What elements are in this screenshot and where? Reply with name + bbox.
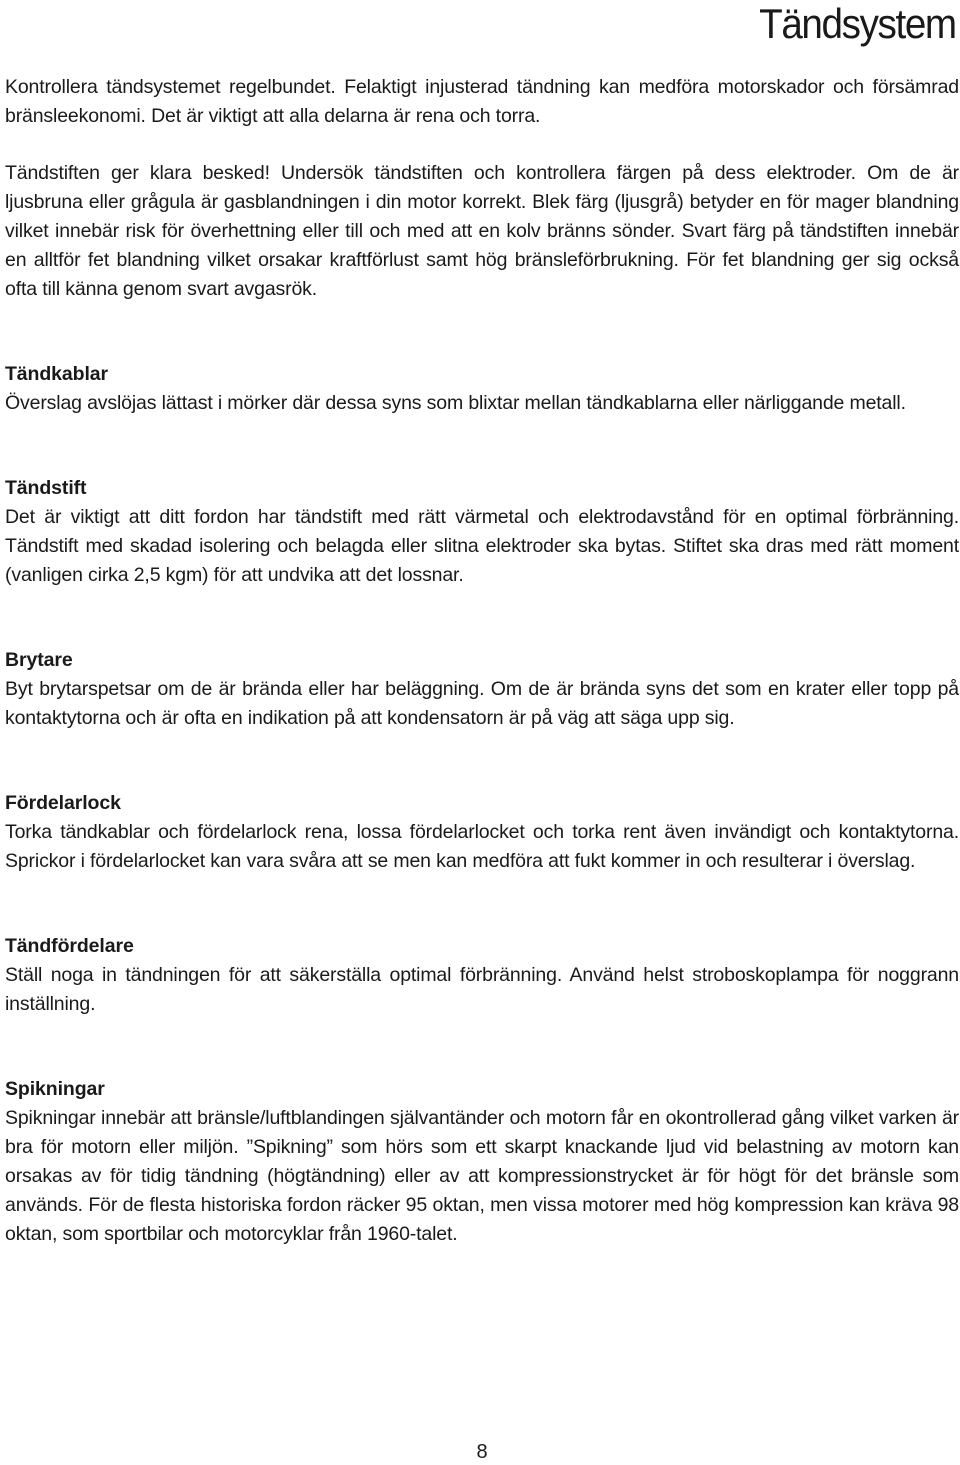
spark-plug-paragraph: Tändstiften ger klara besked! Undersök tändstiften och kontrollera färgen på dess elektroder. Om de är ljusbruna eller grågula är gasblandningen i din motor korrekt. Blek färg (ljusgrå) betyder en för mager blandning vilket innebär risk för överhettning eller till och med att en kolv bränns sönder. Svart färg på tändstiften innebär en alltför fet blandning vilket orsakar kraftförlust samt hög bränsleförbrukning. För fet blandning ger sig också ofta till känna genom svart avgasrök. — [5, 162, 959, 300]
section-heading: Fördelarlock — [5, 792, 121, 814]
section-heading: Tändstift — [5, 477, 87, 499]
section-gap — [5, 418, 959, 474]
document-body — [5, 73, 959, 1249]
section-body: Det är viktigt att ditt fordon har tändstift med rätt värmetal och elektrodavstånd för en optimal förbränning. Tändstift med skadad isolering och belagda eller slitna elektroder ska bytas. Stiftet ska dras med rätt moment (vanligen cirka 2,5 kgm) för att undvika att det lossnar. — [5, 506, 959, 586]
section-gap — [5, 590, 959, 646]
section-body: Ställ noga in tändningen för att säkerställa optimal förbränning. Använd helst stroboskoplampa för noggrann inställning. — [5, 964, 959, 1015]
paragraph-gap — [5, 131, 959, 159]
section-heading: Spikningar — [5, 1078, 105, 1100]
section-brytare — [5, 646, 959, 733]
page-number: 8 — [476, 1441, 488, 1463]
section-gap — [5, 733, 959, 789]
section-spikningar — [5, 1075, 959, 1249]
section-body: Byt brytarspetsar om de är brända eller har beläggning. Om de är brända syns det som en krater eller topp på kontaktytorna och är ofta en indikation på att kondensatorn är på väg att säga upp sig. — [5, 678, 959, 729]
section-heading: Tändkablar — [5, 363, 109, 385]
section-gap — [5, 1019, 959, 1075]
section-gap — [5, 304, 959, 360]
intro-paragraph: Kontrollera tändsystemet regelbundet. Felaktigt injusterad tändning kan medföra motorskador och försämrad bränsleekonomi. Det är viktigt att alla delarna är rena och torra. — [5, 76, 959, 127]
section-gap — [5, 876, 959, 932]
section-heading: Tändfördelare — [5, 935, 134, 957]
section-body: Torka tändkablar och fördelarlock rena, lossa fördelarlocket och torka rent även invändigt och kontaktytorna. Sprickor i fördelarlocket kan vara svåra att se men kan medföra att fukt kommer in och resulterar i överslag. — [5, 821, 959, 872]
section-tandstift — [5, 474, 959, 590]
section-body: Spikningar innebär att bränsle/luftblandingen självantänder och motorn får en okontrollerad gång vilket varken är bra för motorn eller miljön. ”Spikning” som hörs som ett skarpt knackande ljud vid belastning av motorn kan orsakas av för tidig tändning (högtändning) eller av att kompressionstrycket är för högt för det bränsle som används. För de flesta historiska fordon räcker 95 oktan, men vissa motorer med hög kompression kan kräva 98 oktan, som sportbilar och motorcyklar från 1960-talet. — [5, 1107, 959, 1245]
section-heading: Brytare — [5, 649, 73, 671]
section-body: Överslag avslöjas lättast i mörker där dessa syns som blixtar mellan tändkablarna eller närliggande metall. — [5, 392, 906, 414]
section-tandkablar — [5, 360, 959, 418]
section-fordelarlock — [5, 789, 959, 876]
page-title: Tändsystem — [759, 0, 956, 47]
section-tandfordelare — [5, 932, 959, 1019]
